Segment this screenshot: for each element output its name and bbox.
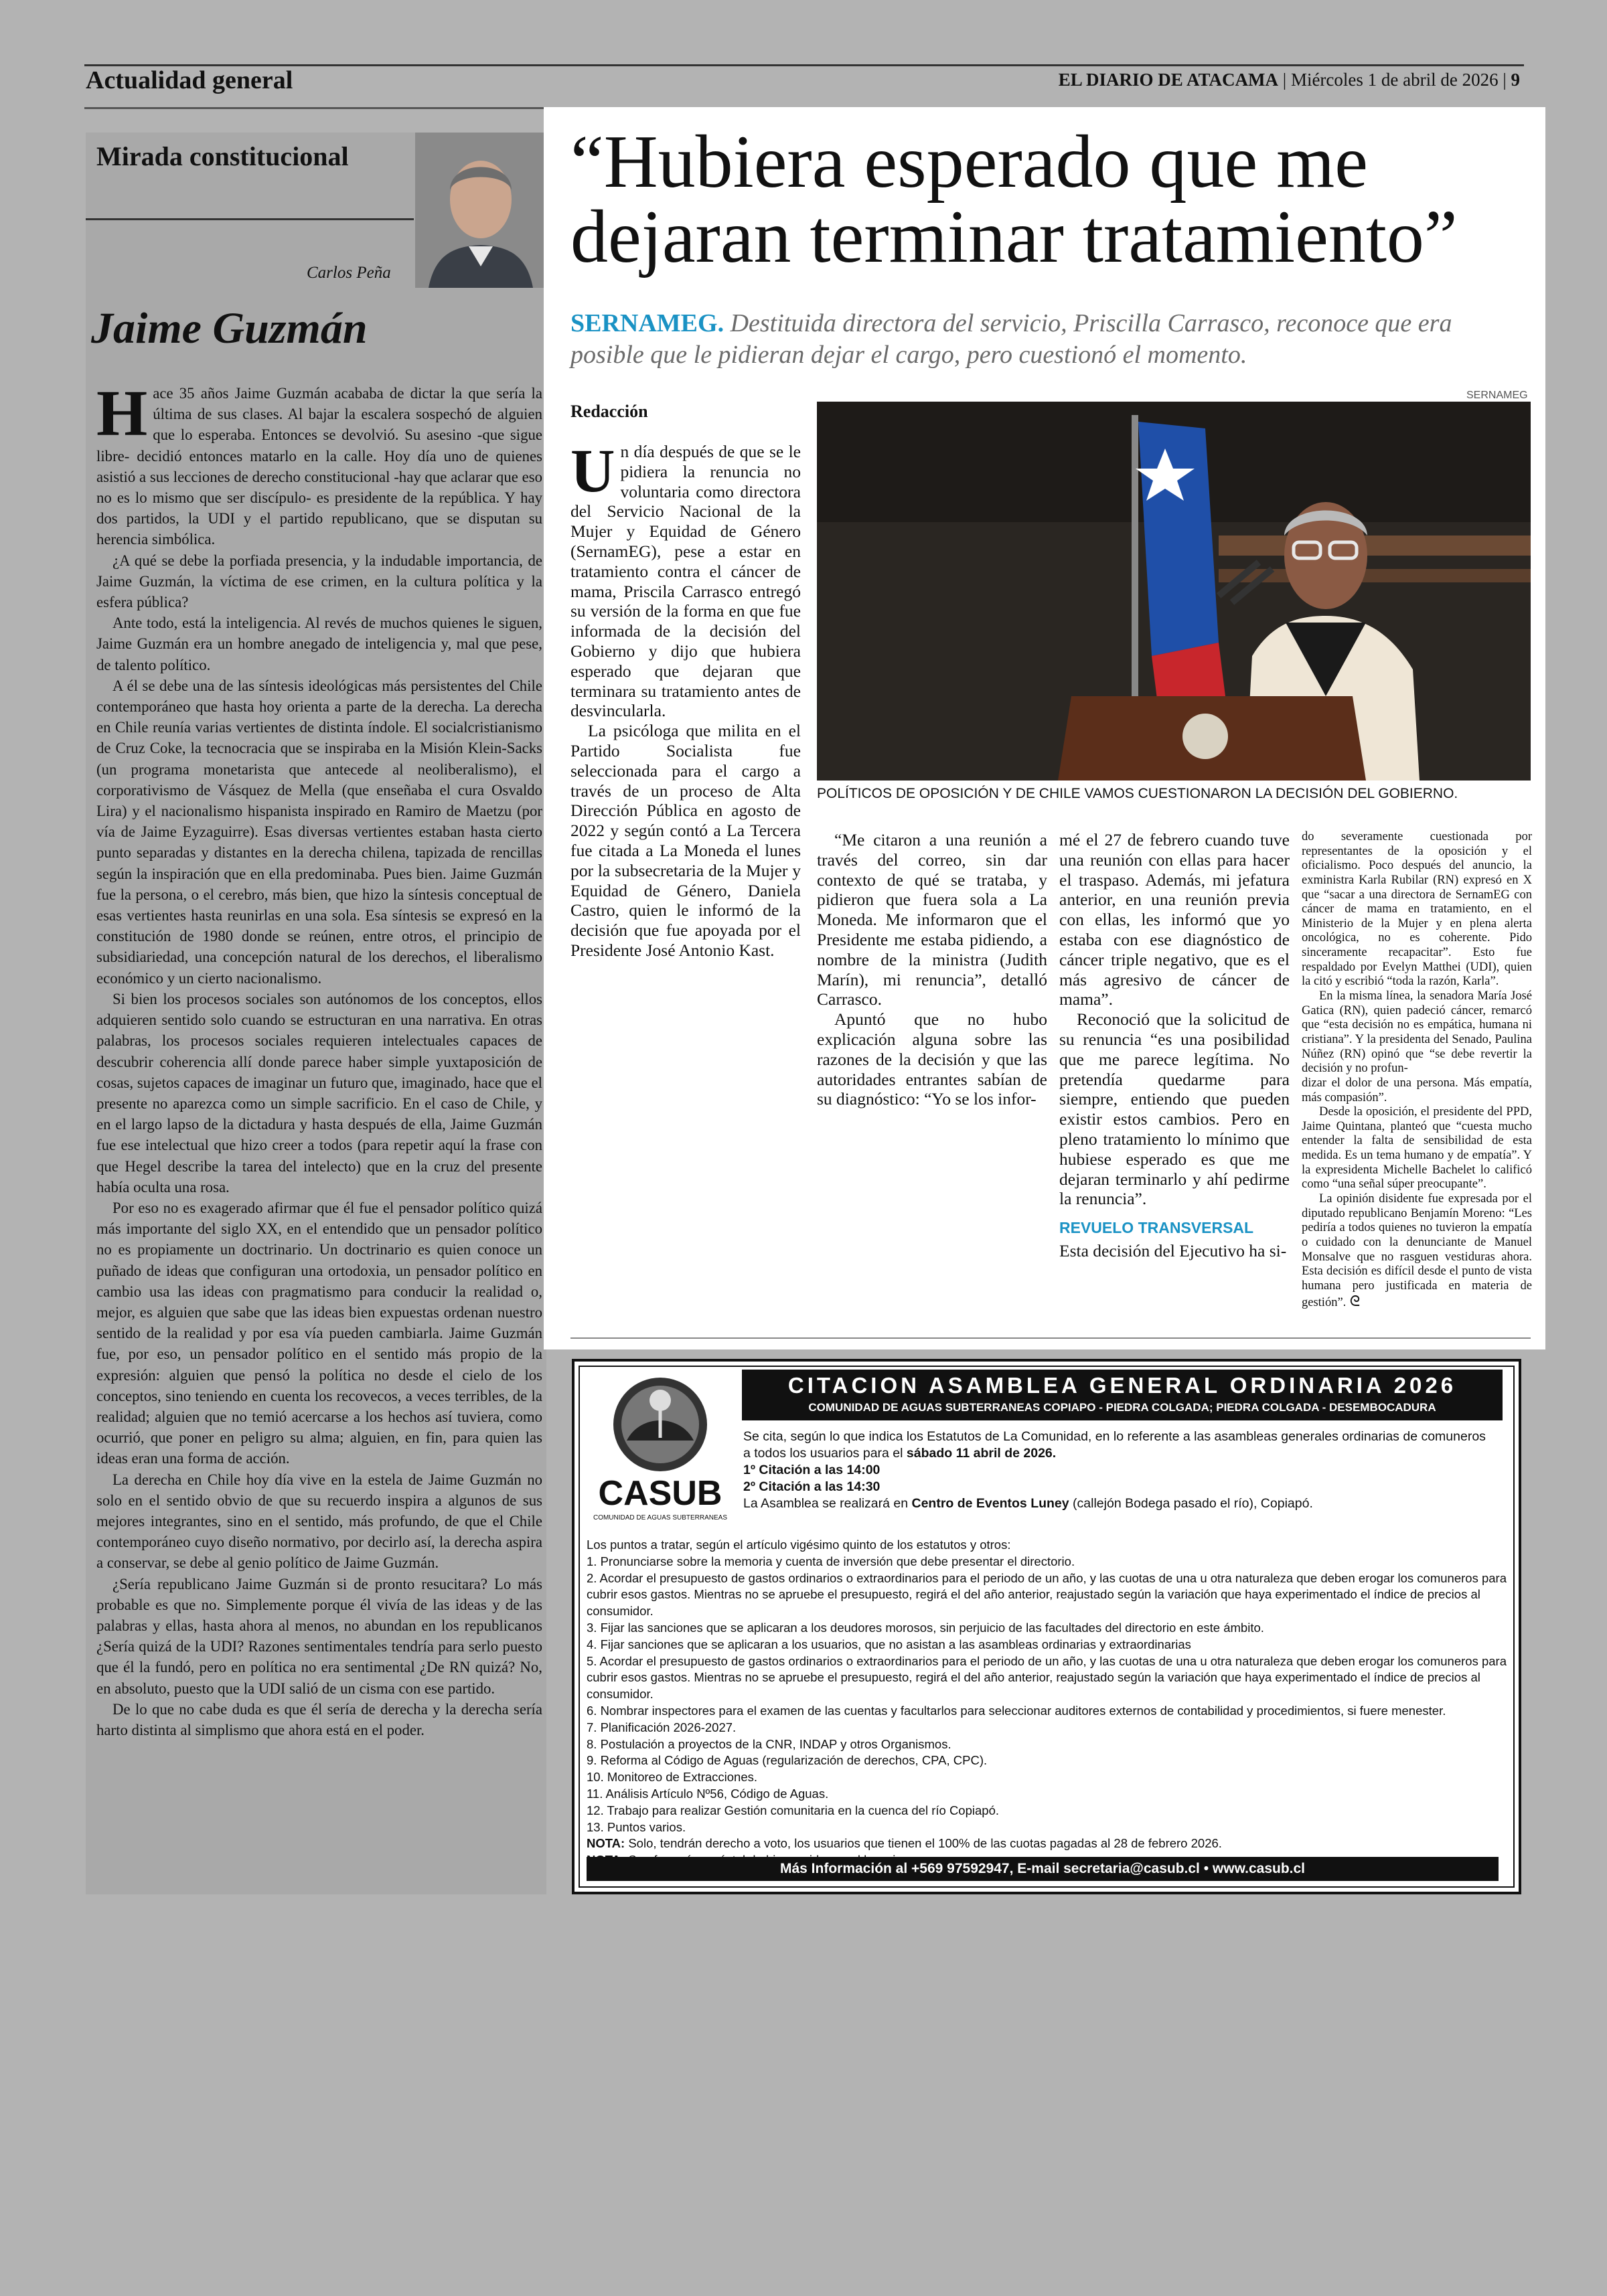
ad-point: 8. Postulación a proyectos de la CNR, INDAP y otros Organismos. [587,1736,951,1751]
issue-date: Miércoles 1 de abril de 2026 [1290,70,1499,90]
article-photo [817,402,1531,781]
article-bottom-rule [570,1337,1531,1339]
page-number: 9 [1511,70,1520,90]
article-paragraph: La psicóloga que milita en el Partido Socialista fue seleccionada para el cargo a través de un proceso de Alta Dirección Pública en agosto de 2022 y según contó a La Tercera fue citada a La Moneda el lunes por la subsecretaria de la Mujer y Equidad de Género, Daniela Castro, quien le informó de la decisión que fue apoyada por el Presidente José Antonio Kast. [570,721,801,960]
column-paragraph: Por eso no es exagerado afirmar que él fue el pensador político quizá más importante del siglo XX, en el entendido que un pensador político no es propiamente un doctrinario. Un doctrinario es quien conoce un puñado de ideas que configuran una ortodoxia, un pensador político en cambio usa las ideas con pragmatismo para conducir la realidad o, mejor, es alguien que sabe que las ideas bien expuestas ordenan nuestro sentido de la realidad y por esa vía pueden cambiarla. Jaime Guzmán fue, por eso, un pensador político en el sentido más propio de la expresión: alguien que pensó la política no desde el cielo de los conceptos, sino teniendo en cuenta los recovecos, a veces terribles, de la realidad; alguien que no temió acercarse a los hechos así tuviera, como ocurrió, que poner en peligro su alma; alguien, en fin, para quien las ideas eran una forma de acción. [96,1199,542,1467]
article-paragraph: En la misma línea, la senadora María José Gatica (RN), quien padeció cáncer, remarcó que “esta decisión no es empática, humana ni cristiana”. Y la presidenta del Senado, Paulina Núñez (RN) opinó que “se debe revertir la decisión y no profun- [1302,989,1532,1076]
article-paragraph: “Me citaron a una reunión a través del correo, sin dar contexto de qué se trataba, y pidieron que fuera sola a La Moneda. Me informaron que el Presidente me estaba pidiendo, a nombre de la ministra (Judith Marín), mi renuncia”, detalló Carrasco. [817,830,1047,1009]
assembly-notice-ad [572,1359,1521,1894]
ad-point: 4. Fijar sanciones que se aplicaran a los usuarios, que no asistan a las asambleas ordinarias y extraordinarias [587,1637,1191,1651]
article-column-2 [817,830,1047,1109]
logo-text: CASUB [598,1474,722,1513]
article-headline: “Hubiera esperado que me dejaran terminar tratamiento” [570,120,1458,278]
ad-contact-footer: Más Información al +569 97592947, E-mail secretaria@casub.cl • www.casub.cl [587,1857,1499,1881]
end-mark-icon: ᘓ [1346,1292,1361,1309]
photo-caption: POLÍTICOS DE OPOSICIÓN Y DE CHILE VAMOS CUESTIONARON LA DECISIÓN DEL GOBIERNO. [817,786,1458,801]
article-paragraph: dizar el dolor de una persona. Más empatía, más compasión”. [1302,1076,1532,1104]
article-paragraph: Desde la oposición, el presidente del PPD, Jaime Quintana, planteó que “cuesta mucho entender la falta de sensibilidad de esta medida. Es un tema humano y de empatía”. Y la expresidenta Michelle Bachelet lo calificó como “una señal súper preocupante”. [1302,1105,1532,1192]
article-paragraph: Apuntó que no hubo explicación alguna sobre las razones de la decisión y que las autoridades entrantes sabían de su diagnóstico: “Yo se los infor- [817,1009,1047,1109]
newspaper-name: EL DIARIO DE ATACAMA [1058,70,1279,90]
article-subhead: REVUELO TRANSVERSAL [1059,1219,1254,1237]
ad-point: 9. Reforma al Código de Aguas (regularización de derechos, CPA, CPC). [587,1753,988,1768]
ad-point: 10. Monitoreo de Extracciones. [587,1770,758,1785]
column-paragraph: Ante todo, está la inteligencia. Al revés de muchos quienes le siguen, Jaime Guzmán era un hombre anegado de inteligencia y, mal que pese, de talento político. [96,614,542,673]
article-column-1 [570,436,801,961]
ad-venue: La Asamblea se realizará en Centro de Eventos Luney (callejón Bodega pasado el río), Copiapó. [743,1496,1313,1511]
article-paragraph: do severamente cuestionada por representantes de la oposición y el oficialismo. Poco después del anuncio, la exministra Karla Rubilar (RN) expresó en X que “sacar a una directora de SernamEG con cáncer de mama en tratamiento, en el Ministerio de la Mujer y en plena alerta oncológica, no es coherente. Pido sinceramente recapacitar”. Esto fue respaldado por Evelyn Matthei (UDI), quien la citó y escribió “toda la razón, Karla”. [1302,830,1532,989]
column-paragraph: ¿Sería republicano Jaime Guzmán si de pronto resucitara? Lo más probable es que no. Simplemente porque él vivía de las ideas y de las palabras y ellas, hasta ahora al menos, no abundan en los republicanos ¿Sería quizá de la UDI? Razones sentimentales tendría para serlo puesto que él la fundó, pero en política no era sentimental ¿De RN quizá? No, en absoluto, puesto que la UDI salió de un cisma con ese partido. [96,1575,542,1697]
ad-citation-1: 1º Citación a las 14:00 [743,1463,881,1477]
author-portrait [415,133,546,288]
logo-subtext: COMUNIDAD DE AGUAS SUBTERRANEAS [593,1514,728,1522]
column-paragraph: ¿A qué se debe la porfiada presencia, y la indudable importancia, de Jaime Guzmán, la víctima de ese crimen, en la cultura política y la esfera pública? [96,552,542,611]
article-deck [570,308,1521,371]
ad-title: CITACION ASAMBLEA GENERAL ORDINARIA 2026 [787,1373,1457,1398]
article-paragraph: Esta decisión del Ejecutivo ha si- [1059,1240,1287,1260]
ad-citation-2: 2º Citación a las 14:30 [743,1479,881,1494]
ad-point: 7. Planificación 2026-2027. [587,1720,737,1734]
article-paragraph: mé el 27 de febrero cuando tuve una reunión con ellas para hacer el traspaso. Además, mi jefatura anterior, en una reunión previa con ellas, les informó que yo estaba con ese diagnóstico de cáncer triple negativo, que es el más agresivo de cáncer de mama”. [1059,830,1290,1009]
column-author: Carlos Peña [307,264,391,282]
ad-subtitle: COMUNIDAD DE AGUAS SUBTERRANEAS COPIAPO - PIEDRA COLGADA; PIEDRA COLGADA - DESEMBOCADURA [808,1401,1436,1414]
ad-intro-line: Se cita, según lo que indica los Estatutos de La Comunidad, en lo referente a las asambleas generales ordinarias de comuneros [743,1429,1486,1444]
ad-points-list [587,1537,1511,1869]
ad-note: NOTA: Solo, tendrán derecho a voto, los usuarios que tienen el 100% de las cuotas pagadas al 28 de febrero 2026. [587,1836,1222,1851]
news-article [544,107,1545,1349]
article-paragraph: Un día después de que se le pidiera la renuncia no voluntaria como directora del Servicio Nacional de la Mujer y Equidad de Género (SernamEG), pese a estar en tratamiento contra el cáncer de mama, Priscila Carrasco entregó su versión de la forma en que fue informada de la decisión del Gobierno y dijo que hubiera esperado que dejaran que terminara su tratamiento antes de desvincularla. [570,436,801,721]
ad-point: 6. Nombrar inspectores para el examen de las cuentas y facultarlos para seleccionar auditores externos de contabilidad y procedimientos, si fuere menester. [587,1703,1446,1718]
deck-label: SERNAMEG. [570,309,724,337]
column-title: Jaime Guzmán [91,304,368,353]
article-column-4 [1302,830,1532,1310]
casub-logo [587,1374,734,1530]
masthead-info: EL DIARIO DE ATACAMA | Miércoles 1 de abril de 2026 | 9 [1058,70,1520,90]
column-paragraph: La derecha en Chile hoy día vive en la estela de Jaime Guzmán no solo en el sentido obvio de que su recuerdo inspira a algunos de sus mejores integrantes, sino en el sentido, más profundo, de que el Chile contemporáneo cuyo diseño normativo, por decirlo así, la derecha aspira a conservar, se debe al genio político de Jaime Guzmán. [96,1471,542,1572]
ad-point: 3. Fijar las sanciones que se aplicaran a los deudores morosos, sin perjuicio de las facultades del directorio en este ámbito. [587,1620,1264,1635]
ad-points-intro: Los puntos a tratar, según el artículo vigésimo quinto de los estatutos y otros: [587,1538,1011,1552]
column-kicker: Mirada constitucional [96,141,349,171]
header-rule-top [84,64,1524,66]
article-paragraph: Reconoció que la solicitud de su renuncia “es una posibilidad que me parece legítima. No pretendía quedarme para siempre, entiendo que pueden existir estos cambios. Pero en pleno tratamiento lo mínimo que hubiese esperado es que me dejaran terminarlo y ahí pedirme la renuncia”. [1059,1009,1290,1209]
deck-text: Destituida directora del servicio, Priscilla Carrasco, reconoce que era posible que le pidieran dejar el cargo, pero cuestionó el momento. [570,309,1452,369]
column-paragraph: A él se debe una de las síntesis ideológicas más persistentes del Chile contemporáneo que hasta hoy orienta a parte de la derecha. La derecha en Chile reunía varias vertientes de distinta índole. El socialcristianismo de Cruz Coke, la tecnocracia que se inspiraba en la Misión Klein-Sacks (un programa monetarista que antecede al neoliberalismo), el corporativismo de Vásquez de Mella (que enseñaba el cura Osvaldo Lira) y el nacionalismo hispanista inspirado en Ramiro de Maetzu (por vía de Jaime Eyzaguirre). Esas diversas vertientes estaban hasta cierto punto separadas y distantes en la derecha chilena, tapizada de rencillas según la inspiración que en ella predominaba. Pues bien. Jaime Guzmán fue la persona, o el cerebro, más bien, que hizo la síntesis conceptual de esas vertientes hasta reunirlas en una sola. Esa síntesis se expresó en la constitución de 1980 donde se reúnen, entre otros, el principio de subsidiariedad, una concepción natural de los derechos, el liberalismo económico y un cierto nacionalismo. [96,677,542,987]
column-kicker-rule [86,218,414,220]
article-paragraph: La opinión disidente fue expresada por el diputado republicano Benjamín Moreno: “Les pediría a todos quienes no tuvieron la empatía o cuidado con la denunciante de Manuel Monsalve que no rasguen vestiduras ahora. Esta decisión es difícil desde el punto de vista humana pero justificada en materia de gestión”. ᘓ [1302,1192,1532,1309]
article-column-3 [1059,830,1290,1261]
ad-intro [743,1428,1507,1512]
ad-point: 2. Acordar el presupuesto de gastos ordinarios o extraordinarios para el periodo de un año, y las cuotas de una u otra naturaleza que deben erogar los comuneros para cubrir esos gastos. Mientras no se apruebe el presupuesto, regirá el del año anterior, reajustado según la variación que haya experimentado el índice de precios al consumidor. [587,1570,1507,1619]
ad-point: 11. Análisis Artículo Nº56, Código de Aguas. [587,1786,829,1801]
column-paragraph: Si bien los procesos sociales son autónomos de los conceptos, ellos adquieren sentido solo cuando se estructuran en una narrativa. En otras palabras, los procesos sociales requieren intelectuales capaces de descubrir coherencia allí donde parece haber simple yuxtaposición de cosas, sujetos capaces de imaginar un futuro que, imaginado, hace que el presente no aparezca como un simple sacrificio. En el caso de Chile, y en el largo lapso de la dictadura y hasta después de ella, Jaime Guzmán fue ese intelectual que hizo creer a todos (para repetir aquí la frase con que Hegel describe la tarea del intelecto) que en la cruz del presente había oculta una rosa. [96,990,542,1196]
ad-point: 5. Acordar el presupuesto de gastos ordinarios o extraordinarios para el periodo de un año, y las cuotas de una u otra naturaleza que deben erogar los comuneros para cubrir esos gastos. Mientras no se apruebe el presupuesto, regirá el del año anterior, reajustado según la variación que haya experimentado el índice de precios al consumidor. [587,1653,1507,1702]
ad-title-bar [742,1370,1503,1420]
drop-cap: U [570,436,615,505]
ad-intro-line: a todos los usuarios para el sábado 11 abril de 2026. [743,1446,1057,1461]
ad-point: 12. Trabajo para realizar Gestión comunitaria en la cuenca del río Copiapó. [587,1803,999,1817]
column-body [96,378,542,1740]
ad-point: 13. Puntos varios. [587,1819,686,1834]
column-paragraph: De lo que no cabe duda es que él sería de derecha y la derecha sería harto distinta al simplismo que ahora está en el poder. [96,1700,542,1738]
section-title: Actualidad general [86,66,293,94]
photo-credit: SERNAMEG [1466,390,1528,401]
ad-point: 1. Pronunciarse sobre la memoria y cuenta de inversión que debe presentar el directorio. [587,1554,1075,1568]
drop-cap: H [96,378,148,450]
byline: Redacción [570,402,648,421]
opinion-column [86,133,546,1894]
column-paragraph: Hace 35 años Jaime Guzmán acababa de dictar la que sería la última de sus clases. Al bajar la escalera sospechó de alguien que lo esperaba. Entonces se devolvió. Su asesino -que sigue libre- decidió entonces matarlo en la calle. Hoy día uno de quienes asistió a sus lecciones de derecho constitucional -hay que aclarar que eso no es lo mismo que ser discípulo- es presidente de la república. Y hay dos partidos, la UDI y el partido republicano, que se disputan su herencia simbólica. [96,378,542,548]
